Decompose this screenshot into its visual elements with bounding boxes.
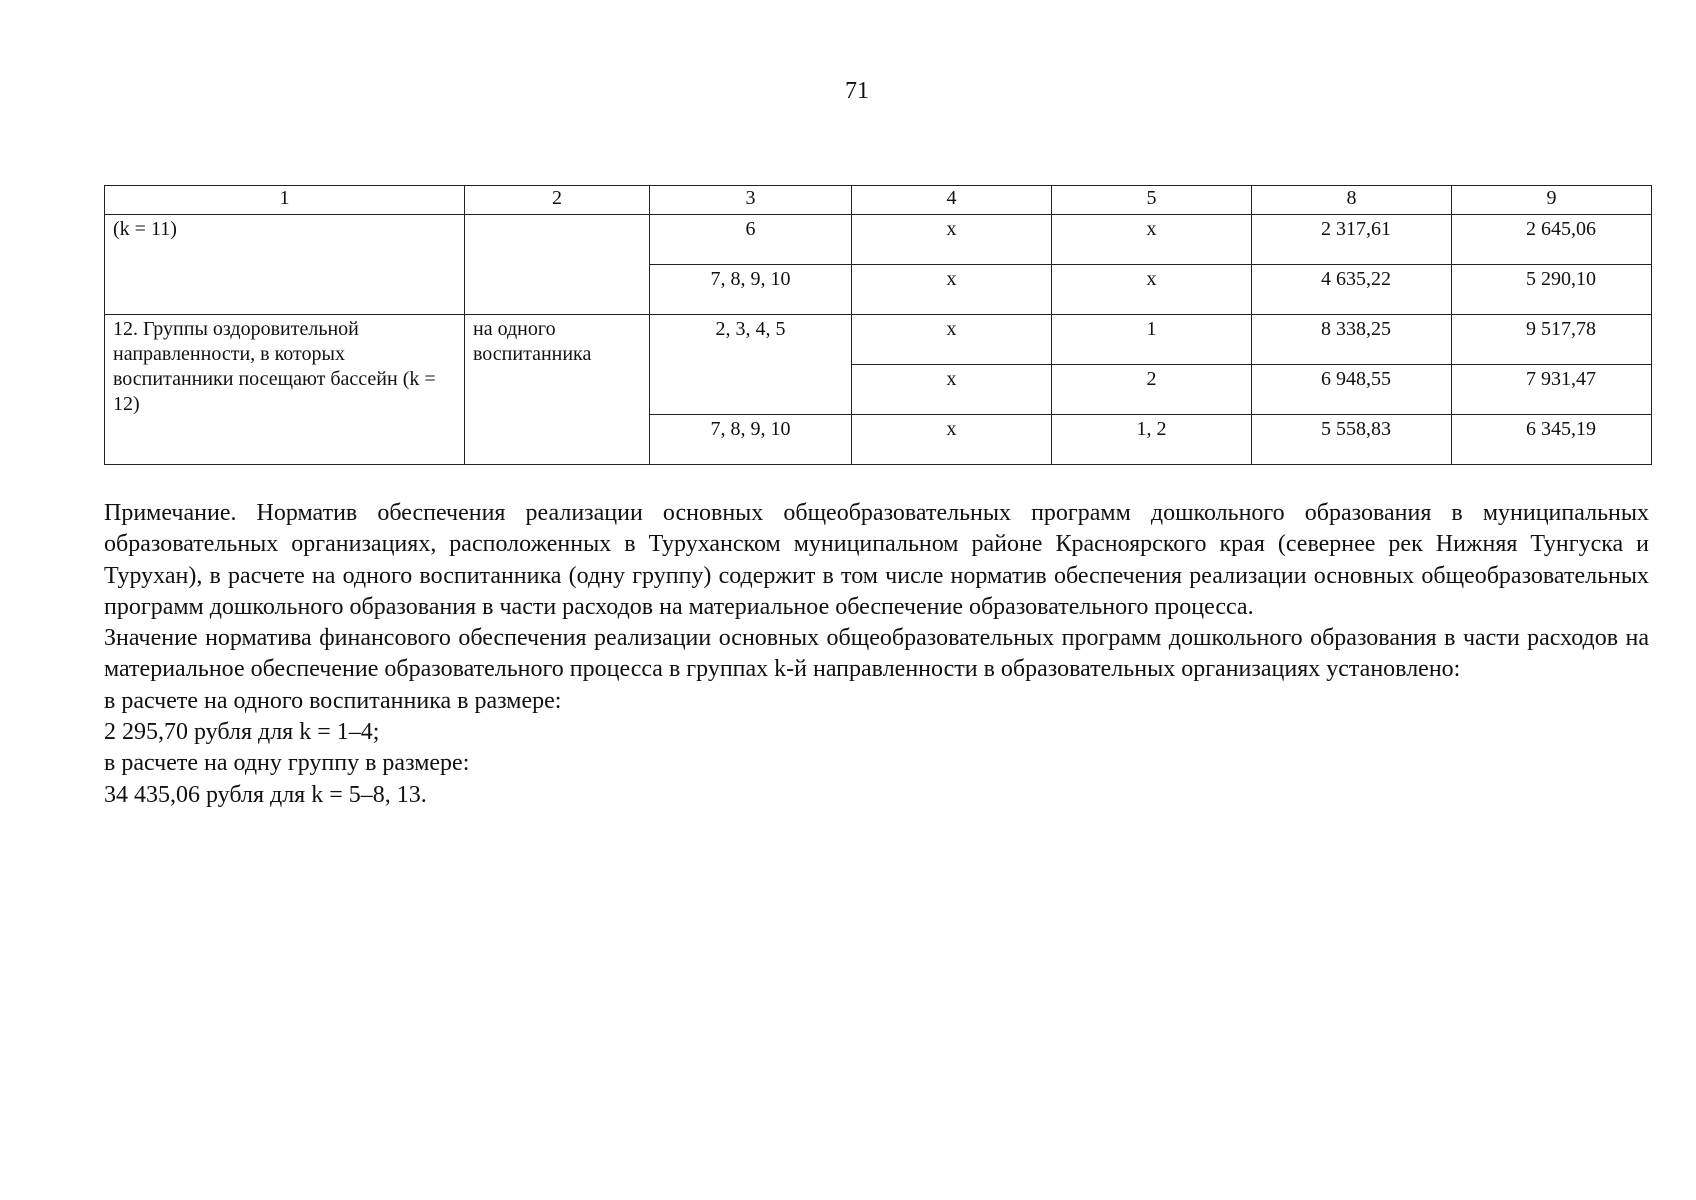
group-label-cell: (k = 11) xyxy=(105,215,465,315)
col4-cell: x xyxy=(852,365,1052,415)
col4-cell: x xyxy=(852,215,1052,265)
col5-cell: 1, 2 xyxy=(1052,415,1252,465)
col8-value-cell: 2 317,61 xyxy=(1252,215,1452,265)
header-col-5: 5 xyxy=(1052,186,1252,215)
header-col-1: 1 xyxy=(105,186,465,215)
per-group-label: в расчете на одну группу в размере: xyxy=(104,750,470,777)
group-label-cell: 12. Группы оздоровительной направленности, в которых воспитанники посещают бассейн (k = 12) xyxy=(105,315,465,465)
col8-value-cell: 5 558,83 xyxy=(1252,415,1452,465)
age-cell: 7, 8, 9, 10 xyxy=(650,415,852,465)
table-row xyxy=(105,215,1652,265)
per-child-value: 2 295,70 рубля для k = 1–4; xyxy=(104,719,380,746)
col8-value-cell: 6 948,55 xyxy=(1252,365,1452,415)
col4-cell: x xyxy=(852,265,1052,315)
per-child-label: в расчете на одного воспитанника в размере: xyxy=(104,687,562,714)
col5-cell: 1 xyxy=(1052,315,1252,365)
col5-cell: x xyxy=(1052,215,1252,265)
col8-value-cell: 8 338,25 xyxy=(1252,315,1452,365)
per-group-value: 34 435,06 рубля для k = 5–8, 13. xyxy=(104,781,427,808)
unit-cell: на одного воспитанника xyxy=(465,315,650,465)
col4-cell: x xyxy=(852,315,1052,365)
age-cell: 7, 8, 9, 10 xyxy=(650,265,852,315)
col9-value-cell: 5 290,10 xyxy=(1452,265,1652,315)
col5-cell: 2 xyxy=(1052,365,1252,415)
table-header-row xyxy=(105,186,1652,215)
header-col-3: 3 xyxy=(650,186,852,215)
age-cell: 6 xyxy=(650,215,852,265)
header-col-2: 2 xyxy=(465,186,650,215)
header-col-4: 4 xyxy=(852,186,1052,215)
page-number: 71 xyxy=(845,78,869,104)
note-paragraph: Примечание. Норматив обеспечения реализации основных общеобразовательных программ дошкольного образования в муниципальных образовательных организациях, расположенных в Туруханском муниципальном районе Красноярского края (севернее рек Нижняя Тунгуска и Турухан), в расчете на одного воспитанника (одну группу) содержит в том числе норматив обеспечения реализации основных общеобразовательных программ дошкольного образования в части расходов на материальное обеспечение образовательного процесса. xyxy=(104,500,1649,620)
col8-value-cell: 4 635,22 xyxy=(1252,265,1452,315)
col9-value-cell: 7 931,47 xyxy=(1452,365,1652,415)
header-col-9: 9 xyxy=(1452,186,1652,215)
header-col-8: 8 xyxy=(1252,186,1452,215)
col5-cell: x xyxy=(1052,265,1252,315)
col9-value-cell: 2 645,06 xyxy=(1452,215,1652,265)
col9-value-cell: 6 345,19 xyxy=(1452,415,1652,465)
norms-table xyxy=(104,185,1652,465)
col9-value-cell: 9 517,78 xyxy=(1452,315,1652,365)
unit-cell xyxy=(465,215,650,315)
age-cell: 2, 3, 4, 5 xyxy=(650,315,852,415)
note-section xyxy=(104,498,1649,811)
norm-value-paragraph: Значение норматива финансового обеспечения реализации основных общеобразовательных программ дошкольного образования в части расходов на материальное обеспечение образовательного процесса в группах k-й направленности в образовательных организациях установлено: xyxy=(104,625,1649,683)
col4-cell: x xyxy=(852,415,1052,465)
table-row xyxy=(105,315,1652,365)
